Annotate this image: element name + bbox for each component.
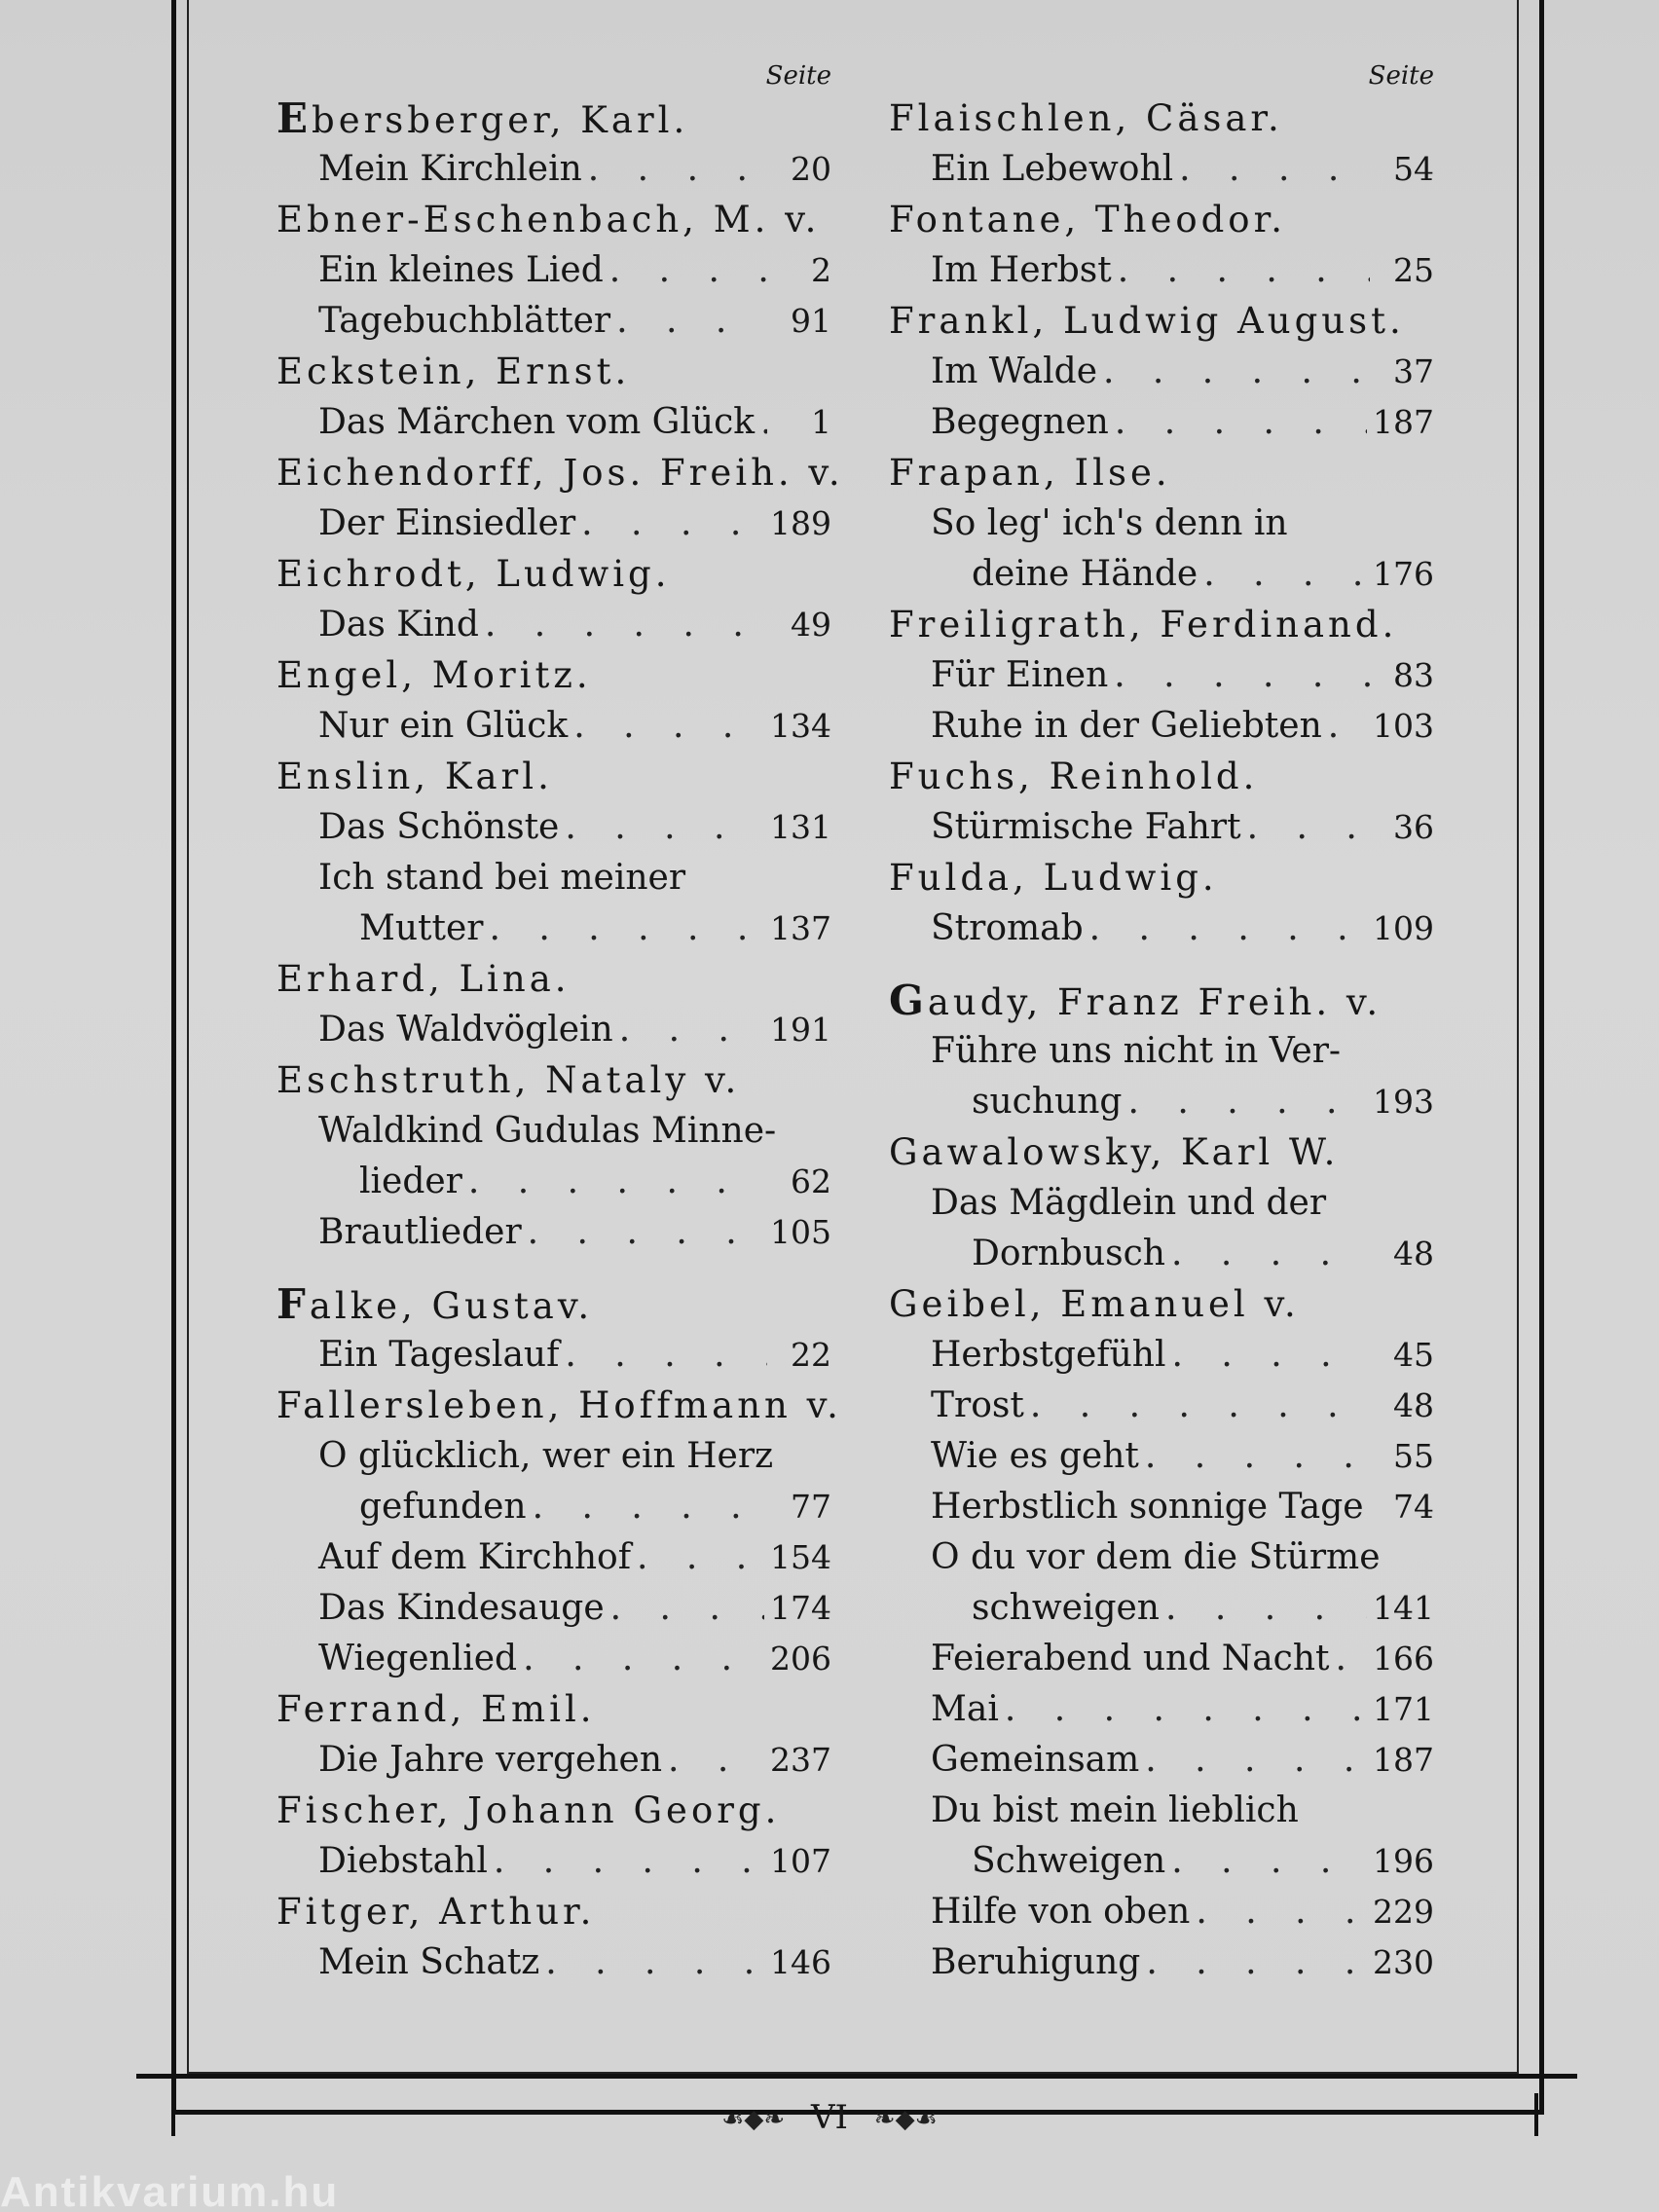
leader-dots (1118, 245, 1370, 296)
index-entry (889, 347, 1434, 397)
entry-title-first: Du bist mein lieblich (931, 1790, 1299, 1830)
index-entry (889, 1937, 1434, 1988)
entry-title: Wiegenlied (318, 1639, 518, 1678)
entry-page: 20 (791, 150, 831, 188)
leader-dots (619, 1005, 764, 1055)
entry-title-line (889, 1786, 1434, 1836)
index-entry (276, 245, 831, 296)
entry-page: 103 (1373, 707, 1434, 745)
entry-title-first: Führe uns nicht in Ver- (931, 1031, 1342, 1071)
author-name: Frapan, Ilse. (889, 452, 1171, 494)
entry-title: Wie es geht (931, 1436, 1139, 1476)
entry-page: 105 (770, 1213, 831, 1251)
entry-title-first: Waldkind Gudulas Minne- (318, 1111, 777, 1151)
letter-section-gap (889, 954, 1434, 976)
author-name: Engel, Moritz. (276, 654, 592, 696)
leader-dots (1145, 1431, 1370, 1482)
author-heading (276, 1381, 842, 1431)
leader-dots (528, 1207, 764, 1258)
author-heading (889, 752, 1434, 802)
index-entry (276, 1482, 831, 1532)
author-heading (276, 1055, 831, 1106)
index-entry (889, 1482, 1434, 1532)
index-entry (889, 1431, 1434, 1482)
index-entry (276, 600, 831, 650)
leader-dots (609, 245, 767, 296)
author-name: Fuchs, Reinhold. (889, 756, 1259, 797)
bottom-rule (136, 2074, 1577, 2079)
index-entry (276, 1005, 831, 1055)
letter-section-gap (276, 1258, 831, 1279)
index-entry (889, 245, 1434, 296)
entry-page: 25 (1393, 251, 1434, 289)
leader-dots (1103, 347, 1370, 397)
entry-title: Mein Schatz (318, 1942, 540, 1982)
leader-dots (1146, 1937, 1367, 1988)
entry-title-line (889, 498, 1434, 549)
author-name: Ebner-Eschenbach, M. v. (276, 199, 821, 240)
entry-page: 206 (770, 1640, 831, 1677)
index-entry (889, 1735, 1434, 1786)
author-heading (889, 853, 1434, 903)
entry-page: 187 (1373, 1741, 1434, 1779)
leader-dots (760, 397, 767, 448)
entry-title-first: O du vor dem die Stürme (931, 1537, 1381, 1577)
leader-dots (573, 701, 764, 752)
index-entry (276, 498, 831, 549)
entry-title: Ein Tageslauf (318, 1335, 560, 1375)
entry-title-cont: deine Hände (972, 554, 1198, 594)
entry-page: 193 (1373, 1083, 1434, 1121)
author-name-rest: alke, Gustav. (309, 1285, 594, 1327)
leader-dots (1171, 1836, 1367, 1887)
leader-dots (1203, 549, 1367, 600)
author-heading (276, 1786, 831, 1836)
index-entry (889, 1077, 1434, 1127)
entry-page: 48 (1393, 1386, 1434, 1424)
entry-title: Diebstahl (318, 1841, 488, 1881)
index-entry (889, 802, 1434, 853)
entry-page: 230 (1373, 1943, 1434, 1981)
entry-page: 134 (770, 707, 831, 745)
entry-page: 174 (770, 1589, 831, 1627)
entry-page: 1 (811, 403, 831, 441)
entry-title-cont: lieder (359, 1161, 462, 1201)
author-heading (276, 650, 831, 701)
entry-title: Beruhigung (931, 1942, 1141, 1982)
author-name: Eckstein, Ernst. (276, 350, 631, 392)
author-heading (889, 976, 1434, 1026)
leader-dots (588, 144, 767, 195)
index-column-left (276, 58, 844, 1988)
entry-page: 55 (1393, 1437, 1434, 1475)
index-entry (276, 1157, 831, 1207)
author-heading (276, 1887, 831, 1937)
entry-title: Mein Kirchlein (318, 149, 582, 189)
entry-page: 137 (770, 909, 831, 947)
entry-title: Im Herbst (931, 250, 1112, 290)
entry-title: Ein Lebewohl (931, 149, 1174, 189)
index-entry (276, 1937, 831, 1988)
leader-dots (468, 1157, 767, 1207)
index-entry (276, 903, 831, 954)
entry-title: Herbstlich sonnige Tage (931, 1487, 1364, 1527)
entry-title: Trost (931, 1385, 1024, 1425)
entry-page: 171 (1373, 1690, 1434, 1728)
leader-dots (616, 296, 767, 347)
index-entry (276, 1836, 831, 1887)
author-name-rest: audy, Franz Freih. v. (927, 981, 1382, 1023)
entry-page: 107 (770, 1842, 831, 1880)
entry-title-line (276, 1431, 831, 1482)
author-name: Gawalowsky, Karl W. (889, 1131, 1340, 1173)
entry-title-cont: Dornbusch (972, 1234, 1165, 1273)
leader-dots (533, 1482, 767, 1532)
author-heading (276, 195, 831, 245)
author-heading (276, 347, 831, 397)
entry-title: Das Waldvöglein (318, 1010, 613, 1050)
author-heading (889, 93, 1434, 144)
entry-title-line (889, 1532, 1434, 1583)
ornament-right-icon: ❧◆☙ (873, 2105, 938, 2134)
leader-dots (1127, 1077, 1367, 1127)
author-name: Fulda, Ludwig. (889, 857, 1218, 899)
seite-header-right: Seite (1368, 61, 1434, 91)
entry-title-first: Ich stand bei meiner (318, 858, 686, 898)
index-entry (889, 549, 1434, 600)
author-heading (276, 448, 844, 498)
entry-page: 189 (770, 504, 831, 542)
author-name: Fontane, Theodor. (889, 199, 1286, 240)
author-name: Eichendorff, Jos. Freih. v. (276, 452, 844, 494)
entry-title: Brautlieder (318, 1212, 522, 1252)
author-heading (889, 600, 1434, 650)
entry-title: Stromab (931, 908, 1084, 948)
entry-title: Das Märchen vom Glück (318, 402, 756, 442)
index-column-right (889, 58, 1434, 1988)
leader-dots (1179, 144, 1370, 195)
entry-page: 187 (1373, 403, 1434, 441)
entry-title: Im Walde (931, 351, 1097, 391)
index-entry (276, 144, 831, 195)
entry-title: Tagebuchblätter (318, 301, 611, 341)
entry-title: Stürmische Fahrt (931, 807, 1241, 847)
entry-title-first: So leg' ich's denn in (931, 503, 1288, 543)
entry-title: Hilfe von oben (931, 1892, 1191, 1932)
entry-title-line (276, 1106, 831, 1157)
entry-page: 154 (770, 1538, 831, 1576)
index-entry (276, 1330, 831, 1381)
entry-title-line (889, 1178, 1434, 1229)
entry-title: Feierabend und Nacht (931, 1639, 1330, 1678)
index-entry (276, 1634, 831, 1684)
index-entry (889, 1634, 1434, 1684)
entry-title-first: Das Mägdlein und der (931, 1183, 1327, 1223)
leader-dots (1005, 1684, 1367, 1735)
author-name: Fischer, Johann Georg. (276, 1789, 781, 1831)
entry-title: Auf dem Kirchhof (318, 1537, 632, 1577)
author-name-rest: bersberger, Karl. (312, 99, 689, 141)
entry-title: Das Kind (318, 605, 479, 645)
author-initial: G (889, 977, 928, 1024)
entry-page: 77 (791, 1488, 831, 1526)
index-entry (276, 1583, 831, 1634)
index-entry (889, 144, 1434, 195)
entry-page: 74 (1393, 1488, 1434, 1526)
leader-dots (1165, 1583, 1367, 1634)
leader-dots (1328, 701, 1367, 752)
index-entry (276, 1207, 831, 1258)
index-entry (889, 1381, 1434, 1431)
entry-title-cont: Schweigen (972, 1841, 1166, 1881)
leader-dots (545, 1937, 764, 1988)
entry-page: 146 (770, 1943, 831, 1981)
entry-page: 83 (1393, 656, 1434, 694)
index-entry (889, 903, 1434, 954)
leader-dots (1089, 903, 1367, 954)
entry-title: Für Einen (931, 655, 1109, 695)
entry-page: 49 (791, 606, 831, 644)
leader-dots (490, 903, 765, 954)
entry-title: Herbstgefühl (931, 1335, 1166, 1375)
index-entry (276, 1735, 831, 1786)
entry-title: Ruhe in der Geliebten (931, 706, 1322, 746)
author-heading (889, 195, 1434, 245)
entry-page: 54 (1393, 150, 1434, 188)
entry-page: 22 (791, 1336, 831, 1374)
leader-dots (565, 1330, 767, 1381)
entry-page: 229 (1373, 1893, 1434, 1931)
entry-page: 176 (1373, 555, 1434, 593)
author-name: Freiligrath, Ferdinand. (889, 604, 1398, 645)
author-initial: F (276, 1280, 310, 1328)
entry-page: 196 (1373, 1842, 1434, 1880)
entry-page: 166 (1373, 1640, 1434, 1677)
author-heading (889, 1127, 1434, 1178)
author-name: Fitger, Arthur. (276, 1891, 596, 1933)
entry-title-line (276, 853, 831, 903)
entry-title: Der Einsiedler (318, 503, 576, 543)
entry-page: 37 (1393, 352, 1434, 390)
entry-page: 109 (1373, 909, 1434, 947)
index-entry (889, 1583, 1434, 1634)
leader-dots (1335, 1634, 1367, 1684)
author-name: Eichrodt, Ludwig. (276, 553, 671, 595)
ornament-left-icon: ☙◆❧ (721, 2105, 786, 2134)
leader-dots (1171, 1229, 1370, 1279)
entry-title: Die Jahre vergehen (318, 1740, 663, 1780)
leader-dots (610, 1583, 764, 1634)
index-entry (889, 701, 1434, 752)
leader-dots (1145, 1735, 1367, 1786)
entry-title: Das Schönste (318, 807, 560, 847)
author-heading (889, 1279, 1434, 1330)
entry-title: Begegnen (931, 402, 1109, 442)
entry-title-cont: schweigen (972, 1588, 1160, 1628)
index-entry (276, 701, 831, 752)
entry-page: 191 (770, 1011, 831, 1049)
entry-page: 62 (791, 1162, 831, 1200)
leader-dots (1196, 1887, 1367, 1937)
author-name: Enslin, Karl. (276, 756, 553, 797)
entry-title-cont: Mutter (359, 908, 484, 948)
entry-title: Gemeinsam (931, 1740, 1140, 1780)
entry-title: Mai (931, 1689, 999, 1729)
seite-header-left: Seite (765, 61, 831, 91)
leader-dots (1115, 397, 1367, 448)
index-entry (276, 1532, 831, 1583)
author-heading (276, 954, 831, 1005)
author-heading (276, 549, 831, 600)
entry-page: 36 (1393, 808, 1434, 846)
leader-dots (1030, 1381, 1370, 1431)
author-name: Geibel, Emanuel v. (889, 1283, 1300, 1325)
leader-dots (1171, 1330, 1370, 1381)
entry-title-line (889, 1026, 1434, 1077)
leader-dots (565, 802, 764, 853)
index-entry (889, 1330, 1434, 1381)
page-number: VI (811, 2098, 848, 2137)
index-entry (276, 397, 831, 448)
leader-dots (581, 498, 764, 549)
author-heading (276, 93, 831, 144)
entry-title: Nur ein Glück (318, 706, 569, 746)
entry-page: 131 (770, 808, 831, 846)
author-heading (889, 296, 1434, 347)
author-heading (889, 448, 1434, 498)
entry-page: 91 (791, 302, 831, 340)
leader-dots (494, 1836, 764, 1887)
entry-title: Ein kleines Lied (318, 250, 604, 290)
author-name: Frankl, Ludwig August. (889, 300, 1405, 342)
author-heading (276, 1684, 831, 1735)
author-heading (276, 752, 831, 802)
author-heading (276, 1279, 831, 1330)
leader-dots (1247, 802, 1370, 853)
entry-title: Das Kindesauge (318, 1588, 605, 1628)
author-name: Eschstruth, Nataly v. (276, 1059, 741, 1101)
author-name: Erhard, Lina. (276, 958, 571, 1000)
index-entry (889, 1887, 1434, 1937)
index-entry (276, 296, 831, 347)
entry-page: 2 (811, 251, 831, 289)
entry-page: 48 (1393, 1235, 1434, 1272)
author-initial: E (276, 94, 313, 142)
watermark: Antikvarium.hu (0, 2173, 340, 2212)
author-name: Fallersleben, Hoffmann v. (276, 1384, 842, 1426)
leader-dots (523, 1634, 764, 1684)
index-entry (889, 1229, 1434, 1279)
entry-title-cont: suchung (972, 1082, 1123, 1122)
leader-dots (485, 600, 767, 650)
entry-page: 45 (1393, 1336, 1434, 1374)
leader-dots (637, 1532, 764, 1583)
entry-title-first: O glücklich, wer ein Herz (318, 1436, 774, 1476)
index-entry (889, 1836, 1434, 1887)
page-footer (0, 2093, 1659, 2142)
index-entry (889, 1684, 1434, 1735)
entry-page: 141 (1373, 1589, 1434, 1627)
entry-page: 237 (770, 1741, 831, 1779)
index-entry (889, 397, 1434, 448)
author-name: Flaischlen, Cäsar. (889, 97, 1283, 139)
author-name: Ferrand, Emil. (276, 1688, 596, 1730)
entry-title-cont: gefunden (359, 1487, 527, 1527)
index-entry (889, 650, 1434, 701)
index-entry (276, 802, 831, 853)
leader-dots (1114, 650, 1370, 701)
leader-dots (668, 1735, 764, 1786)
